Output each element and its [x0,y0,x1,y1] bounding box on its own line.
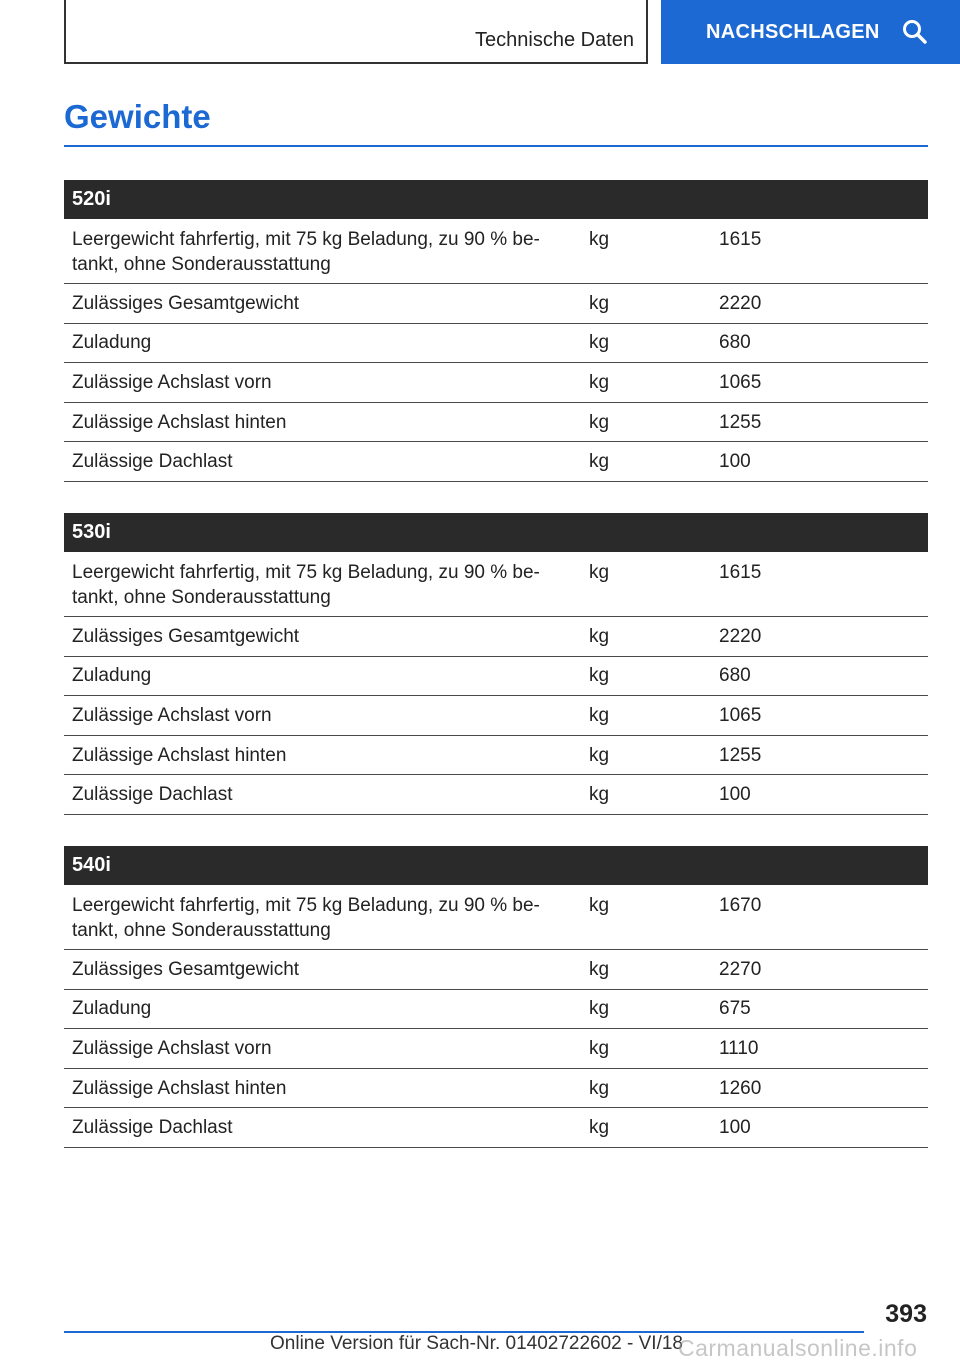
row-value: 1255 [719,744,762,766]
row-unit: kg [589,561,610,583]
page-number: 393 [885,1300,927,1328]
row-unit: kg [589,625,610,647]
weights-content [64,180,928,1179]
row-value: 680 [719,665,751,687]
row-label: Leergewicht fahrfertig, mit 75 kg Beladung, zu 90 % be- tankt, ohne Sonderausstattung [72,229,540,275]
title-divider [64,145,928,147]
row-unit: kg [589,411,610,433]
table-row [64,617,928,657]
row-unit: kg [589,292,610,314]
table-row [64,1029,928,1069]
row-label: Zulässiges Gesamtgewicht [72,292,300,314]
table-row [64,1108,928,1148]
table-row [64,990,928,1030]
row-value: 2220 [719,625,762,647]
row-value: 2270 [719,958,762,980]
row-unit: kg [589,451,610,473]
watermark: Carmanualsonline.info [678,1335,918,1361]
row-value: 1065 [719,371,762,393]
weight-table-530i [64,513,928,815]
table-row [64,696,928,736]
row-value: 1615 [719,229,762,250]
row-unit: kg [589,784,610,806]
row-label: Zulässige Achslast hinten [72,744,287,766]
row-unit: kg [589,1117,610,1139]
row-unit: kg [589,744,610,766]
row-value: 680 [719,332,751,354]
row-label: Zuladung [72,665,152,687]
row-label: Zulässige Dachlast [72,784,233,806]
row-label: Leergewicht fahrfertig, mit 75 kg Beladung, zu 90 % be- tankt, ohne Sonderausstattung [72,561,540,608]
row-value: 1260 [719,1077,762,1099]
row-value: 1110 [719,1037,759,1059]
nav-label: NACHSCHLAGEN [706,20,880,43]
table-row [64,324,928,364]
row-label: Leergewicht fahrfertig, mit 75 kg Beladung, zu 90 % be- tankt, ohne Sonderausstattung [72,894,540,941]
row-value: 2220 [719,292,762,314]
table-row [64,950,928,990]
row-unit: kg [589,371,610,393]
row-value: 100 [719,1117,751,1139]
row-label: Zulässige Dachlast [72,1117,233,1139]
table-row [64,363,928,403]
table-row [64,1069,928,1109]
row-value: 100 [719,784,751,806]
row-value: 675 [719,998,751,1020]
table-row [64,284,928,324]
row-unit: kg [589,1077,610,1099]
table-header: 520i [64,180,928,219]
table-row [64,885,928,950]
weight-table-520i [64,180,928,482]
row-label: Zulässiges Gesamtgewicht [72,625,300,647]
table-row [64,219,928,284]
table-row [64,657,928,697]
row-label: Zulässige Dachlast [72,451,233,473]
row-value: 1065 [719,704,762,726]
row-value: 1615 [719,561,762,583]
row-unit: kg [589,665,610,687]
weight-table-540i [64,846,928,1148]
row-value: 100 [719,451,751,473]
row-unit: kg [589,998,610,1020]
table-row [64,403,928,443]
row-label: Zuladung [72,998,152,1020]
table-row [64,552,928,617]
section-title: Technische Daten [475,29,634,51]
row-unit: kg [589,332,610,354]
row-unit: kg [589,229,610,250]
row-label: Zulässige Achslast hinten [72,1077,287,1099]
row-unit: kg [589,958,610,980]
nachschlagen-button[interactable] [661,0,960,64]
table-header: 530i [64,513,928,552]
row-label: Zulässiges Gesamtgewicht [72,958,300,980]
table-row [64,775,928,815]
row-unit: kg [589,894,610,916]
row-unit: kg [589,1037,610,1059]
row-label: Zulässige Achslast hinten [72,411,287,433]
table-header: 540i [64,846,928,885]
row-label: Zulässige Achslast vorn [72,1037,272,1059]
footer-text: Online Version für Sach-Nr. 01402722602 - VI/18 [270,1333,683,1354]
row-value: 1255 [719,411,762,433]
row-unit: kg [589,704,610,726]
table-row [64,736,928,776]
search-icon [902,19,928,45]
page-title: Gewichte [64,98,211,135]
row-label: Zuladung [72,332,152,354]
header-section-box [64,0,648,64]
row-value: 1670 [719,894,762,916]
row-label: Zulässige Achslast vorn [72,704,272,726]
table-row [64,442,928,482]
row-label: Zulässige Achslast vorn [72,371,272,393]
